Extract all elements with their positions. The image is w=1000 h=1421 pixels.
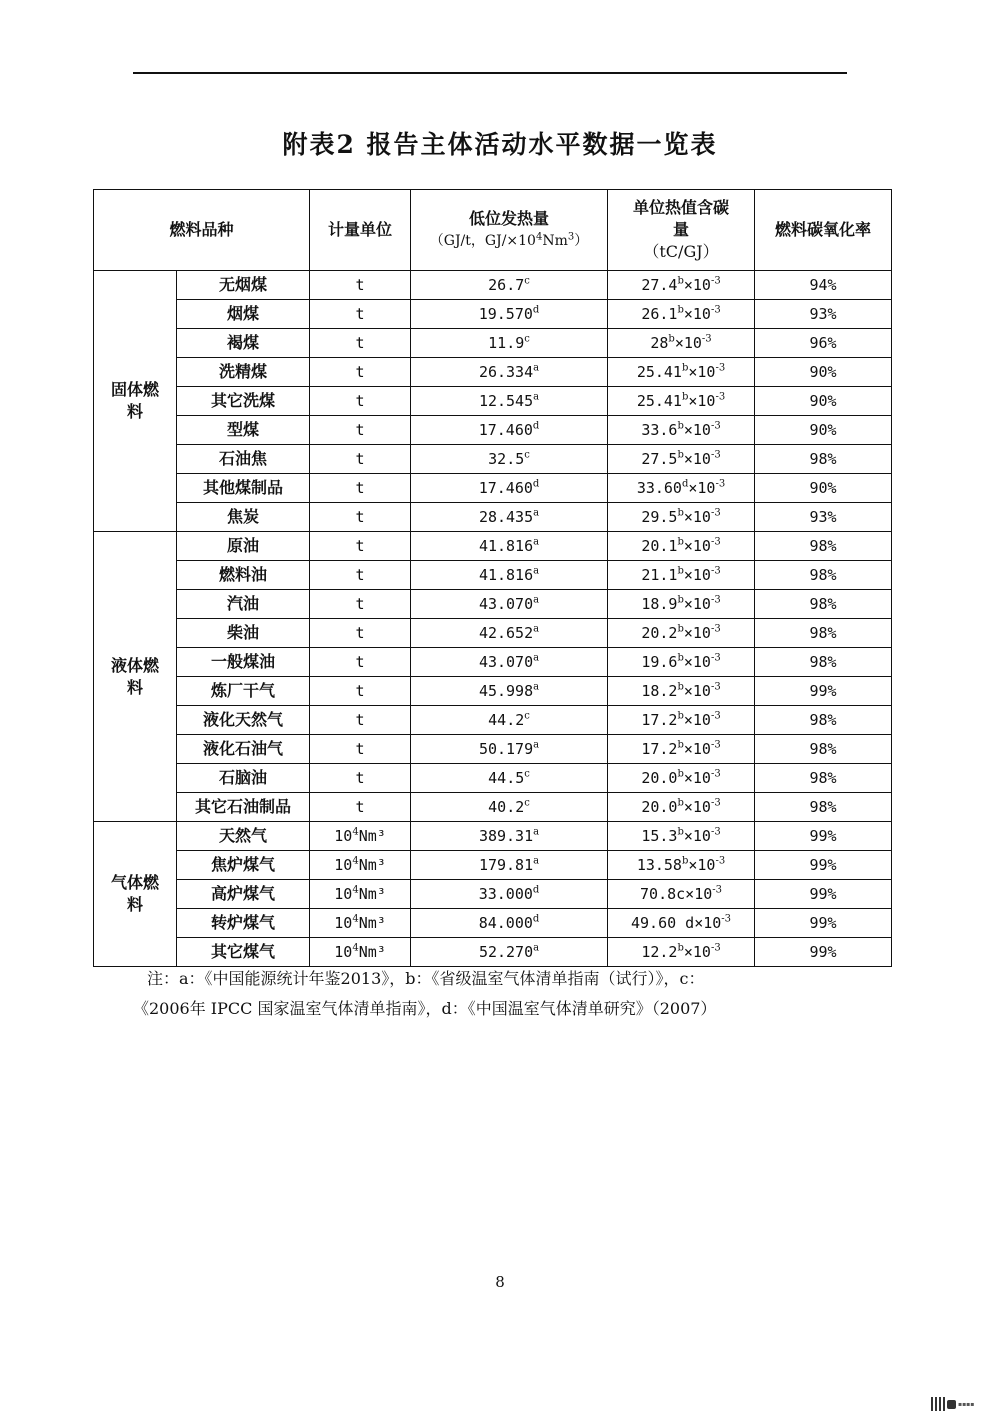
oxidation-cell: 99%: [755, 938, 892, 967]
unit-cell: t: [310, 271, 411, 300]
oxidation-cell: 93%: [755, 503, 892, 532]
carbon-cell: $20.0^b\times 10^{-3}$: [608, 793, 755, 822]
footnote-line-2: 《2006年 IPCC 国家温室气体清单指南》，d：《中国温室气体清单研究》（2007）: [133, 999, 717, 1018]
header-lhv-line2: （GJ/t，$GJ/\times 10^4Nm^3$）: [429, 231, 589, 249]
lhv-cell: 17.460$^d$: [411, 416, 608, 445]
carbon-cell: $26.1^b\times 10^{-3}$: [608, 300, 755, 329]
unit-cell: $10^4Nm^3$: [310, 851, 411, 880]
section-label: 固体燃料: [94, 271, 177, 532]
carbon-cell: $18.9^b\times 10^{-3}$: [608, 590, 755, 619]
carbon-cell: $25.41^b\times 10^{-3}$: [608, 387, 755, 416]
oxidation-cell: 98%: [755, 561, 892, 590]
scanner-logo-icon: [947, 1400, 956, 1409]
fuel-cell: 天然气: [177, 822, 310, 851]
lhv-cell: 11.9$^c$: [411, 329, 608, 358]
unit-cell: t: [310, 358, 411, 387]
lhv-cell: 12.545$^a$: [411, 387, 608, 416]
carbon-cell: $25.41^b\times 10^{-3}$: [608, 358, 755, 387]
table-body: [94, 271, 892, 967]
fuel-cell: 燃料油: [177, 561, 310, 590]
unit-cell: t: [310, 416, 411, 445]
lhv-cell: 44.5$^c$: [411, 764, 608, 793]
header-lhv: [411, 190, 608, 271]
oxidation-cell: 98%: [755, 764, 892, 793]
header-row: [94, 190, 892, 271]
fuel-cell: 焦炭: [177, 503, 310, 532]
lhv-cell: 179.81$^a$: [411, 851, 608, 880]
oxidation-cell: 98%: [755, 793, 892, 822]
unit-cell: t: [310, 648, 411, 677]
table-row: [94, 851, 892, 880]
table-row: [94, 938, 892, 967]
carbon-cell: $29.5^b\times 10^{-3}$: [608, 503, 755, 532]
unit-cell: t: [310, 706, 411, 735]
oxidation-cell: 90%: [755, 358, 892, 387]
unit-cell: t: [310, 474, 411, 503]
carbon-cell: $18.2^b\times 10^{-3}$: [608, 677, 755, 706]
carbon-cell: $27.5^b\times 10^{-3}$: [608, 445, 755, 474]
carbon-cell: $15.3^b\times 10^{-3}$: [608, 822, 755, 851]
oxidation-cell: 94%: [755, 271, 892, 300]
carbon-cell: 49.60 $d\times 10^{-3}$: [608, 909, 755, 938]
fuel-cell: 柴油: [177, 619, 310, 648]
unit-cell: t: [310, 561, 411, 590]
lhv-cell: 50.179$^a$: [411, 735, 608, 764]
header-lhv-line1: 低位发热量: [469, 209, 550, 228]
table-row: [94, 648, 892, 677]
oxidation-cell: 98%: [755, 590, 892, 619]
oxidation-cell: 98%: [755, 445, 892, 474]
qr-code-icon: [931, 1397, 945, 1411]
carbon-cell: $27.4^b\times 10^{-3}$: [608, 271, 755, 300]
lhv-cell: 44.2$^c$: [411, 706, 608, 735]
unit-cell: t: [310, 300, 411, 329]
unit-cell: t: [310, 503, 411, 532]
oxidation-cell: 99%: [755, 851, 892, 880]
lhv-cell: 43.070$^a$: [411, 648, 608, 677]
lhv-cell: 26.334$^a$: [411, 358, 608, 387]
lhv-cell: 40.2$^c$: [411, 793, 608, 822]
carbon-cell: $21.1^b\times 10^{-3}$: [608, 561, 755, 590]
lhv-cell: 41.816$^a$: [411, 561, 608, 590]
fuel-cell: 型煤: [177, 416, 310, 445]
carbon-cell: $33.6^b\times 10^{-3}$: [608, 416, 755, 445]
fuel-cell: 石油焦: [177, 445, 310, 474]
lhv-cell: 42.652$^a$: [411, 619, 608, 648]
table-row: [94, 677, 892, 706]
fuel-cell: 其它石油制品: [177, 793, 310, 822]
carbon-cell: $17.2^b\times 10^{-3}$: [608, 735, 755, 764]
carbon-cell: $12.2^b\times 10^{-3}$: [608, 938, 755, 967]
table-row: [94, 706, 892, 735]
carbon-cell: $20.1^b\times 10^{-3}$: [608, 532, 755, 561]
lhv-cell: 32.5$^c$: [411, 445, 608, 474]
footnote: [133, 964, 867, 1024]
unit-cell: t: [310, 387, 411, 416]
lhv-cell: 43.070$^a$: [411, 590, 608, 619]
unit-cell: $10^4Nm^3$: [310, 938, 411, 967]
table-row: [94, 909, 892, 938]
carbon-cell: $19.6^b\times 10^{-3}$: [608, 648, 755, 677]
unit-cell: t: [310, 532, 411, 561]
header-rule: [133, 72, 847, 74]
header-oxidation: 燃料碳氧化率: [755, 190, 892, 271]
unit-cell: t: [310, 764, 411, 793]
lhv-cell: 41.816$^a$: [411, 532, 608, 561]
oxidation-cell: 90%: [755, 474, 892, 503]
fuel-cell: 液化石油气: [177, 735, 310, 764]
lhv-cell: 45.998$^a$: [411, 677, 608, 706]
table-row: [94, 445, 892, 474]
table-title: 附表2 报告主体活动水平数据一览表: [282, 130, 718, 159]
carbon-cell: $20.0^b\times 10^{-3}$: [608, 764, 755, 793]
oxidation-cell: 99%: [755, 880, 892, 909]
fuel-cell: 其他煤制品: [177, 474, 310, 503]
fuel-cell: 其它煤气: [177, 938, 310, 967]
carbon-cell: $70.8c\times 10^{-3}$: [608, 880, 755, 909]
table-row: [94, 793, 892, 822]
scanner-watermark: [931, 1394, 995, 1414]
oxidation-cell: 93%: [755, 300, 892, 329]
header-carbon: [608, 190, 755, 271]
carbon-cell: $20.2^b\times 10^{-3}$: [608, 619, 755, 648]
activity-data-table: [93, 189, 892, 967]
unit-cell: $10^4Nm^3$: [310, 822, 411, 851]
header-carbon-line2: 量: [673, 220, 690, 239]
oxidation-cell: 98%: [755, 735, 892, 764]
table-row: [94, 329, 892, 358]
unit-cell: t: [310, 677, 411, 706]
fuel-cell: 汽油: [177, 590, 310, 619]
oxidation-cell: 99%: [755, 677, 892, 706]
carbon-cell: $33.60^d\times 10^{-3}$: [608, 474, 755, 503]
carbon-cell: $13.58^b\times 10^{-3}$: [608, 851, 755, 880]
fuel-cell: 转炉煤气: [177, 909, 310, 938]
fuel-cell: 一般煤油: [177, 648, 310, 677]
oxidation-cell: 98%: [755, 706, 892, 735]
oxidation-cell: 99%: [755, 822, 892, 851]
page-number: 8: [495, 1273, 505, 1291]
fuel-cell: 液化天然气: [177, 706, 310, 735]
lhv-cell: 28.435$^a$: [411, 503, 608, 532]
fuel-cell: 石脑油: [177, 764, 310, 793]
fuel-cell: 原油: [177, 532, 310, 561]
fuel-cell: 无烟煤: [177, 271, 310, 300]
oxidation-cell: 96%: [755, 329, 892, 358]
carbon-cell: $28^b\times 10^{-3}$: [608, 329, 755, 358]
oxidation-cell: 99%: [755, 909, 892, 938]
table-row: [94, 387, 892, 416]
table-row: [94, 880, 892, 909]
lhv-cell: 17.460$^d$: [411, 474, 608, 503]
fuel-cell: 其它洗煤: [177, 387, 310, 416]
oxidation-cell: 90%: [755, 387, 892, 416]
table-row: [94, 561, 892, 590]
table-row: [94, 474, 892, 503]
unit-cell: $10^4Nm^3$: [310, 909, 411, 938]
unit-cell: t: [310, 329, 411, 358]
lhv-cell: 19.570$^d$: [411, 300, 608, 329]
table-row: [94, 822, 892, 851]
section-label: 液体燃料: [94, 532, 177, 822]
header-carbon-line3: （tC/GJ）: [643, 242, 719, 261]
fuel-cell: 高炉煤气: [177, 880, 310, 909]
table-row: [94, 619, 892, 648]
unit-cell: t: [310, 619, 411, 648]
table-row: [94, 532, 892, 561]
table-row: [94, 590, 892, 619]
table-row: [94, 735, 892, 764]
fuel-cell: 炼厂干气: [177, 677, 310, 706]
unit-cell: t: [310, 445, 411, 474]
unit-cell: t: [310, 735, 411, 764]
header-carbon-line1: 单位热值含碳: [633, 198, 730, 217]
lhv-cell: 389.31$^a$: [411, 822, 608, 851]
oxidation-cell: 98%: [755, 648, 892, 677]
fuel-cell: 烟煤: [177, 300, 310, 329]
fuel-cell: 褐煤: [177, 329, 310, 358]
table-row: [94, 300, 892, 329]
unit-cell: $10^4Nm^3$: [310, 880, 411, 909]
oxidation-cell: 98%: [755, 532, 892, 561]
section-label: 气体燃料: [94, 822, 177, 967]
oxidation-cell: 98%: [755, 619, 892, 648]
table-row: [94, 271, 892, 300]
table-row: [94, 416, 892, 445]
table-row: [94, 764, 892, 793]
header-fuel: 燃料品种: [94, 190, 310, 271]
lhv-cell: 84.000$^d$: [411, 909, 608, 938]
fuel-cell: 洗精煤: [177, 358, 310, 387]
unit-cell: t: [310, 793, 411, 822]
oxidation-cell: 90%: [755, 416, 892, 445]
lhv-cell: 26.7$^c$: [411, 271, 608, 300]
footnote-line-1: 注：a：《中国能源统计年鉴2013》，b：《省级温室气体清单指南（试行）》，c：: [147, 969, 705, 988]
watermark-mark: ▪▪▪▪: [958, 1400, 975, 1408]
table-row: [94, 358, 892, 387]
unit-cell: t: [310, 590, 411, 619]
lhv-cell: 33.000$^d$: [411, 880, 608, 909]
lhv-cell: 52.270$^a$: [411, 938, 608, 967]
table-row: [94, 503, 892, 532]
carbon-cell: $17.2^b\times 10^{-3}$: [608, 706, 755, 735]
header-unit: 计量单位: [310, 190, 411, 271]
fuel-cell: 焦炉煤气: [177, 851, 310, 880]
